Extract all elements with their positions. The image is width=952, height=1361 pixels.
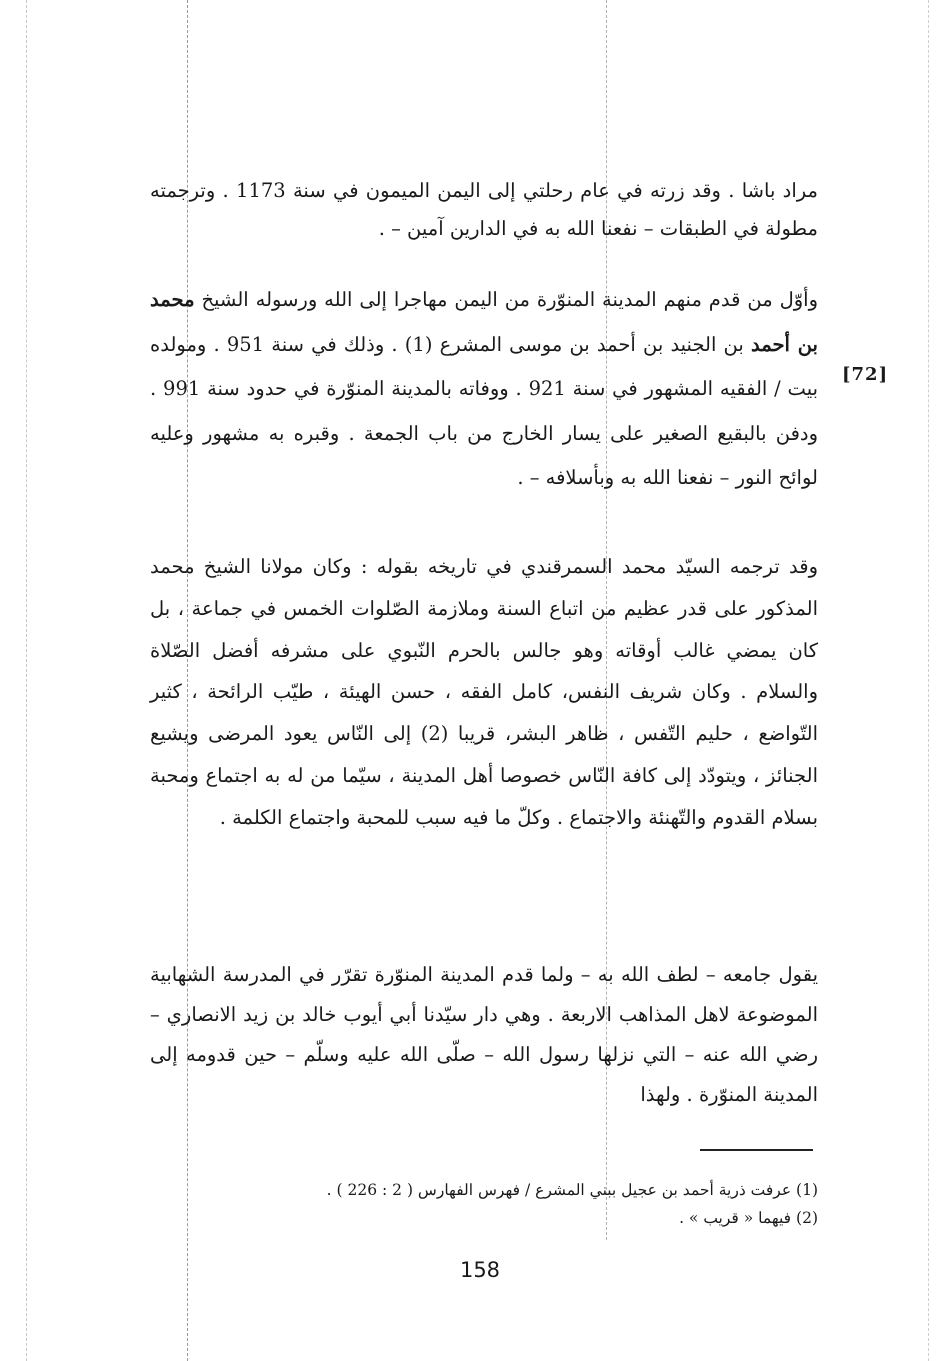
paragraph-2-after: بن الجنيد بن أحمد بن موسى المشرع (1) . وذلك في سنة 951 . ومولده بيت / الفقيه المشهور في سنة 921 . ووفاته بالمدينة المنوّرة في حدود سنة 991 . ودفن بالبقيع الصغير على يسار الخارج من باب الجمعة . وقبره به مشهور وعليه لوائح النور – نفعنا الله به وبأسلافه – .: [150, 332, 819, 489]
paragraph-1-text: مراد باشا . وقد زرته في عام رحلتي إلى اليمن الميمون في سنة 1173 . وترجمته مطولة في الطبقات – نفعنا الله به في الدارين آمين – .: [150, 179, 818, 240]
footnotes: [150, 1176, 818, 1232]
paragraph-4-text: يقول جامعه – لطف الله به – ولما قدم المدينة المنوّرة تقرّر في المدرسة الشهابية الموضوعة لاهل المذاهب الاربعة . وهي دار سيّدنا أبي أيوب خالد بن زيد الانصاري – رضي الله عنه – التي نزلها رسول الله – صلّى الله عليه وسلّم – حين قدومه إلى المدينة المنوّرة . ولهذا: [150, 963, 818, 1106]
paragraph-3: [150, 546, 818, 839]
footnote-divider: [700, 1149, 813, 1151]
page-number: 158: [459, 1258, 501, 1282]
paragraph-4: [150, 955, 818, 1115]
margin-page-reference: [72]: [842, 364, 889, 385]
footnote-1: (1) عرفت ذرية أحمد بن عجيل ببني المشرع / فهرس الفهارس ( 2 : 226 ) .: [326, 1181, 818, 1199]
paragraph-2-text: [150, 278, 818, 501]
person-name: محمد بن أحمد: [150, 288, 818, 356]
paragraph-2-before: وأوّل من قدم منهم المدينة المنوّرة من اليمن مهاجرا إلى الله ورسوله الشيخ: [194, 288, 818, 311]
footnote-2: (2) فيهما « قريب » .: [679, 1209, 818, 1227]
scan-artifact-line: [26, 0, 27, 1361]
paragraph-3-text: وقد ترجمه السيّد محمد السمرقندي في تاريخه بقوله : وكان مولانا الشيخ محمد المذكور على قدر عظيم من اتباع السنة وملازمة الصّلوات الخمس في جماعة ، بل كان يمضي غالب أوقاته وهو جالس بالحرم النّبوي على مشرفه أفضل الصّلاة والسلام . وكان شريف النفس، كامل الفقه ، حسن الهيئة ، طيّب الرائحة ، كثير التّواضع ، حليم التّفس ، ظاهر البشر، قريبا (2) إلى النّاس يعود المرضى ويشيع الجنائز ، ويتودّد إلى كافة النّاس خصوصا أهل المدينة ، سيّما من له به اجتماع ومحبة بسلام القدوم والتّهنئة والاجتماع . وكلّ ما فيه سبب للمحبة واجتماع الكلمة .: [150, 555, 818, 829]
paragraph-1: [150, 172, 818, 248]
scan-artifact-line: [928, 0, 929, 1361]
paragraph-2: [150, 278, 818, 501]
